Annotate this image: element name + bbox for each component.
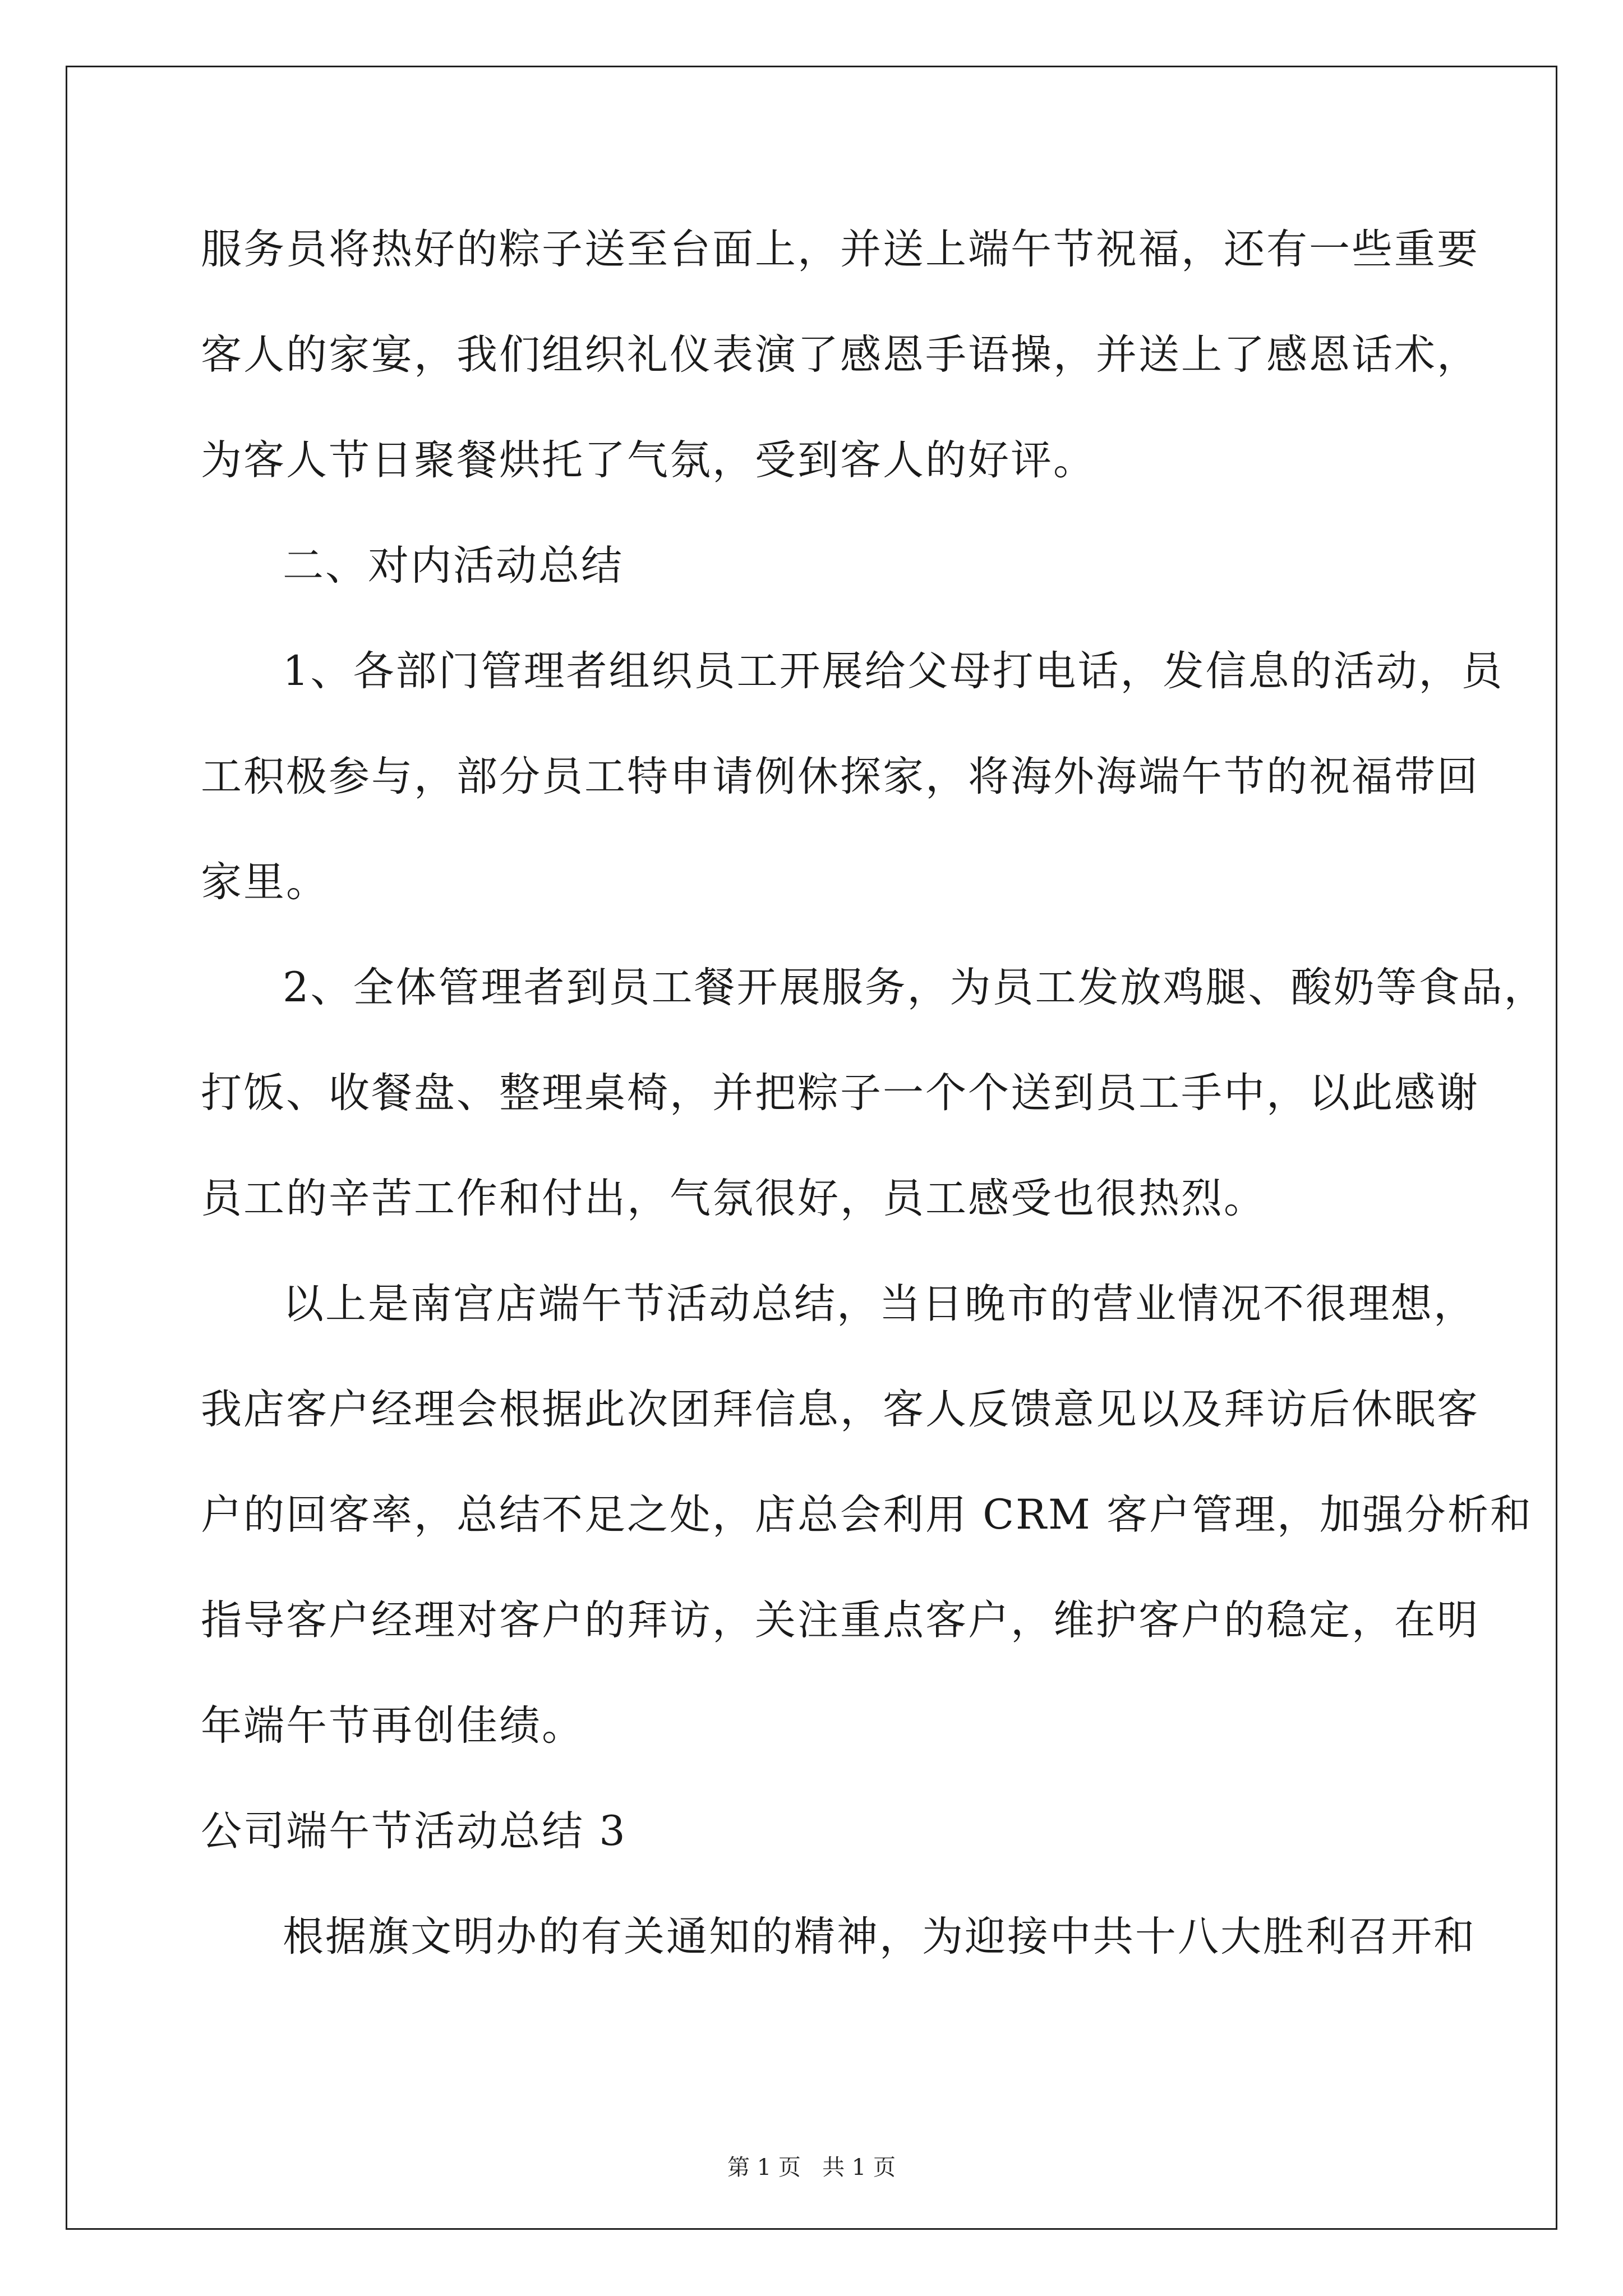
document-body [201, 208, 1547, 2000]
text-line: 根据旗文明办的有关通知的精神，为迎接中共十八大胜利召开和 [283, 1913, 1476, 1961]
text-line: 指导客户经理对客户的拜访，关注重点客户，维护客户的稳定，在明 [201, 1596, 1479, 1644]
text-line: 客人的家宴，我们组织礼仪表演了感恩手语操，并送上了感恩话术， [201, 331, 1479, 379]
text-line: 工积极参与，部分员工特申请例休探家，将海外海端午节的祝福带回 [201, 753, 1479, 800]
text-line: 公司端午节活动总结 3 [201, 1807, 627, 1855]
text-line: 为客人节日聚餐烘托了气氛，受到客人的好评。 [201, 436, 1096, 484]
text-line: 1、各部门管理者组织员工开展给父母打电话，发信息的活动，员 [283, 647, 1504, 695]
text-line: 年端午节再创佳绩。 [201, 1702, 584, 1750]
text-line: 我店客户经理会根据此次团拜信息，客人反馈意见以及拜访后休眠客 [201, 1386, 1479, 1433]
page-footer: 第 1 页 共 1 页 [727, 2155, 896, 2180]
text-line: 户的回客率，总结不足之处，店总会利用 CRM 客户管理，加强分析和 [201, 1491, 1533, 1539]
text-line: 员工的辛苦工作和付出，气氛很好，员工感受也很热烈。 [201, 1175, 1266, 1222]
text-line: 家里。 [201, 858, 329, 906]
text-line: 服务员将热好的粽子送至台面上，并送上端午节祝福，还有一些重要 [201, 226, 1479, 273]
text-line: 以上是南宫店端午节活动总结，当日晚市的营业情况不很理想， [283, 1280, 1476, 1328]
text-line: 二、对内活动总结 [283, 542, 624, 590]
text-line: 打饭、收餐盘、整理桌椅，并把粽子一个个送到员工手中，以此感谢 [201, 1069, 1479, 1117]
text-line: 2、全体管理者到员工餐开展服务，为员工发放鸡腿、酸奶等食品， [283, 964, 1547, 1011]
